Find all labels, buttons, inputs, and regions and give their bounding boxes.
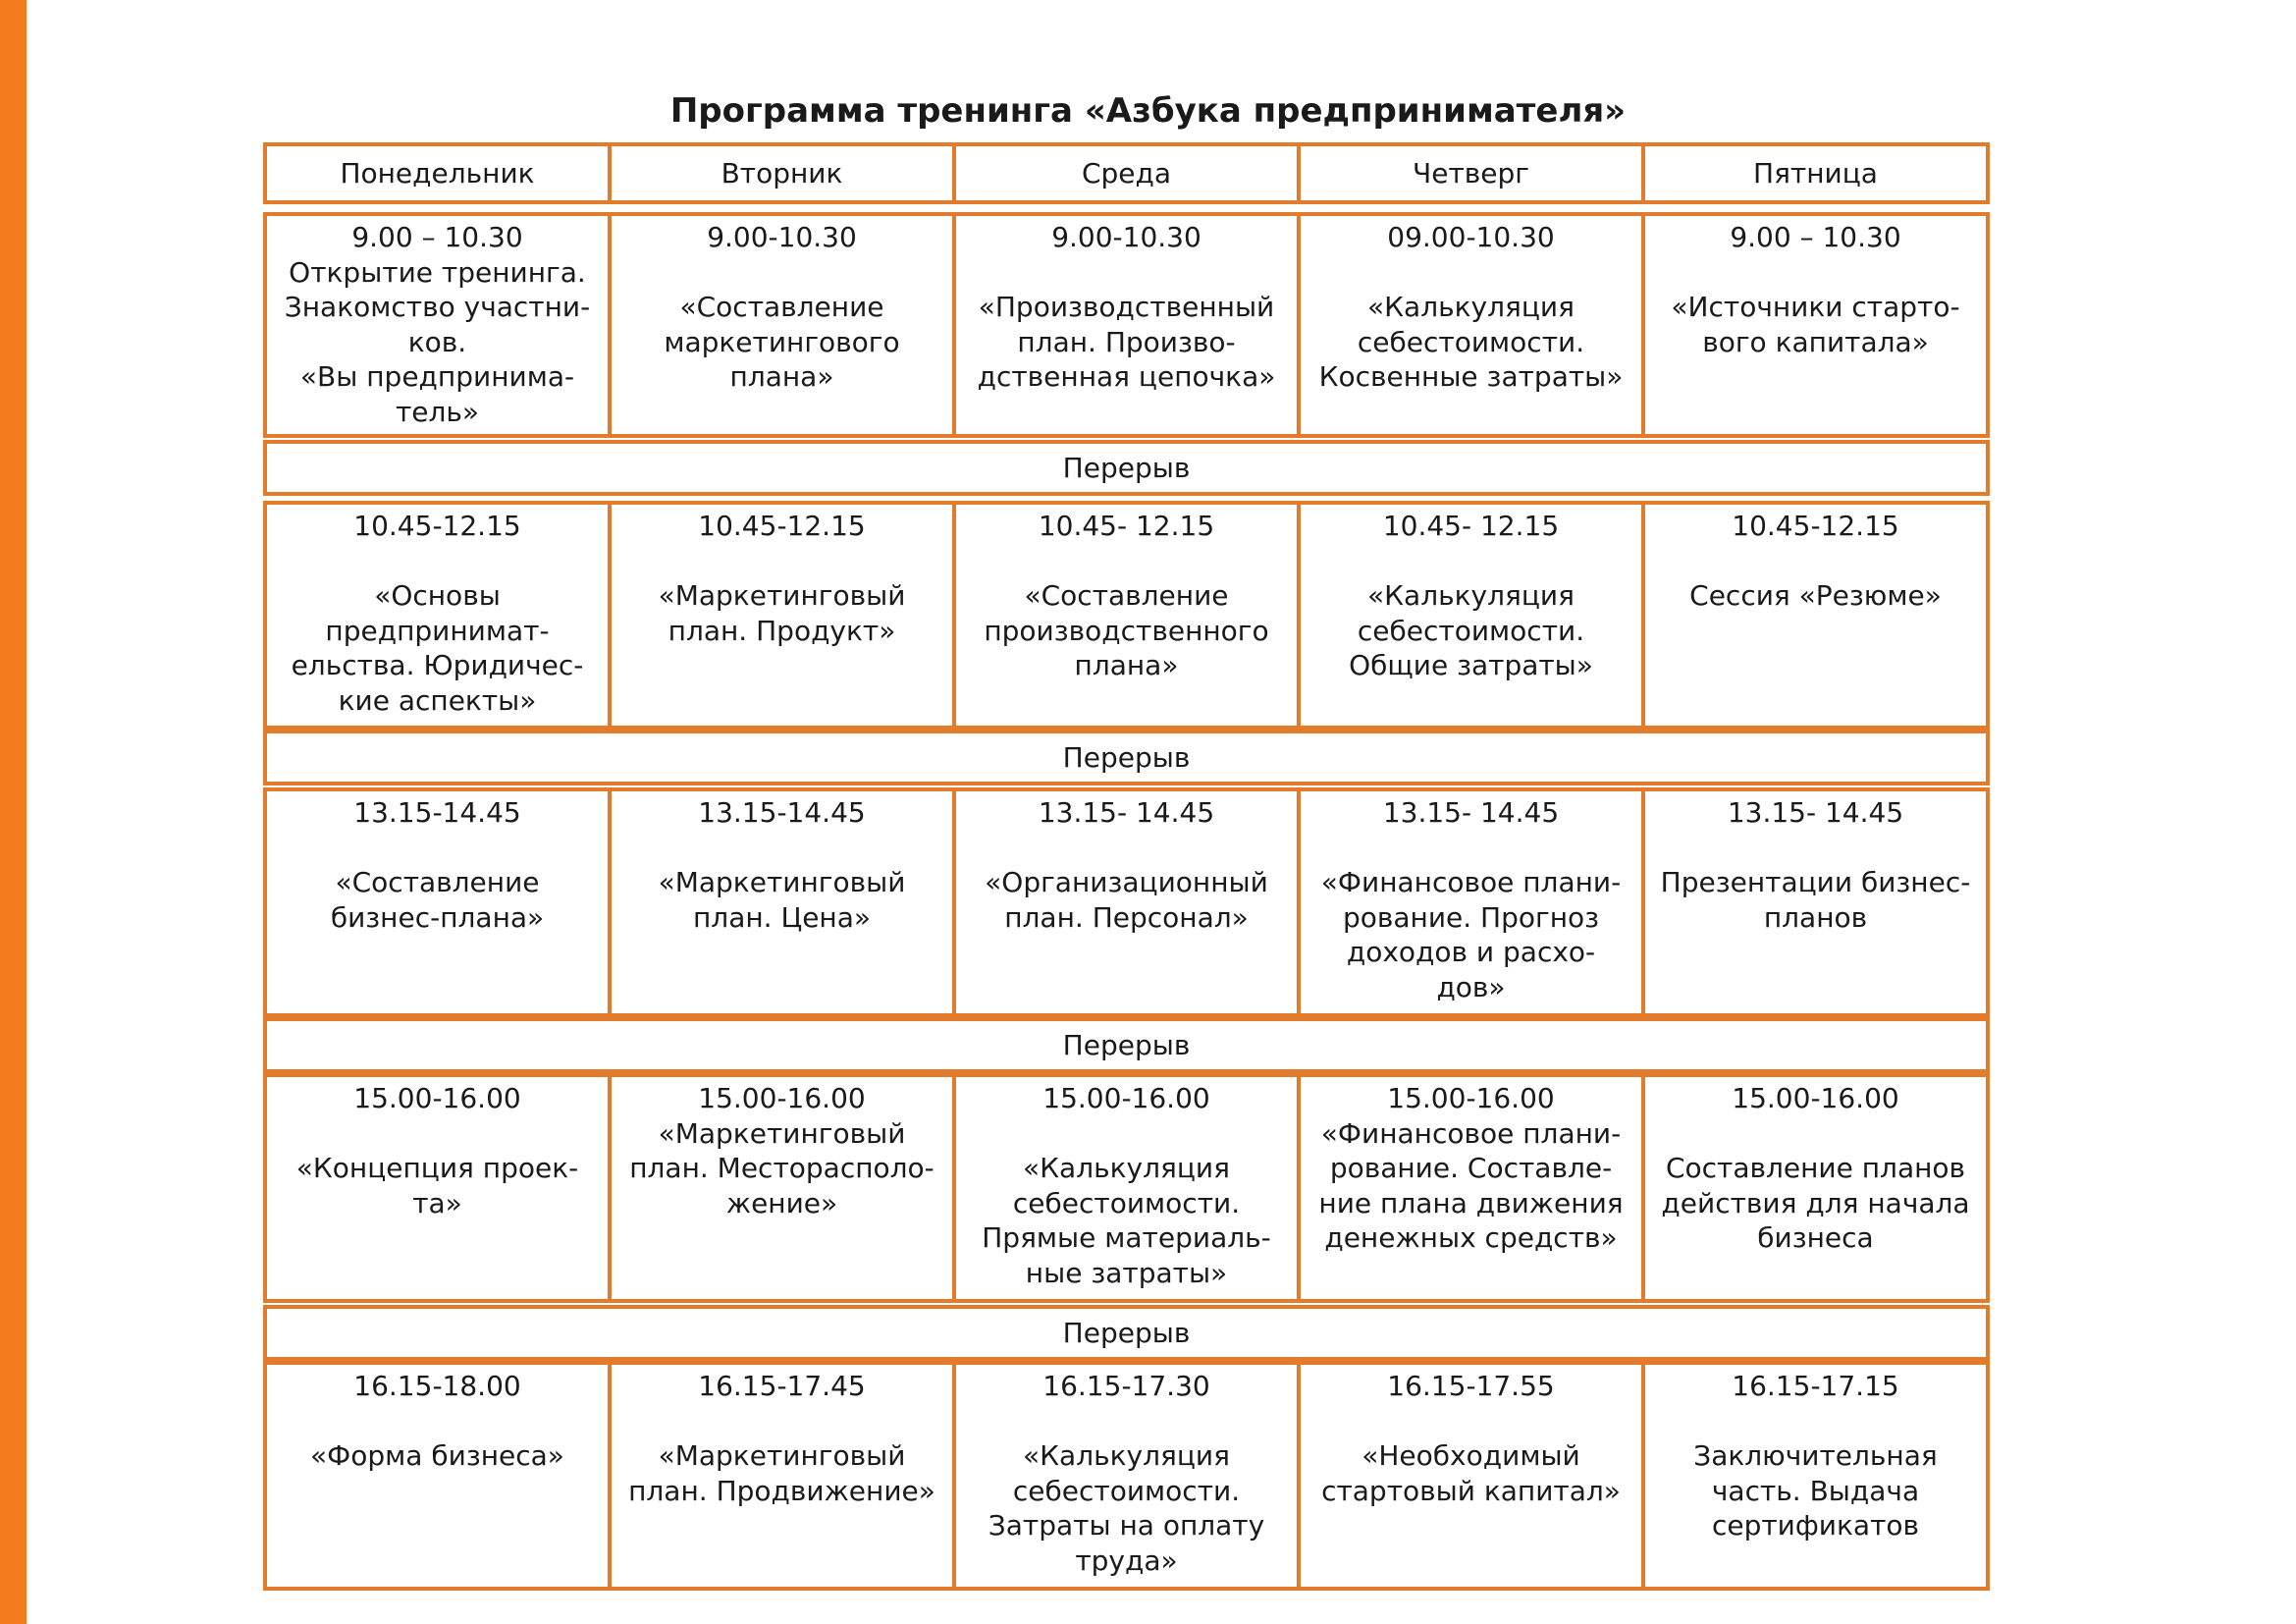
session-topic-line: Презентации бизнес- [1660, 866, 1971, 898]
session-topic-line: «Калькуляция [1367, 291, 1575, 323]
session-topic-line: «Вы предпринима- [299, 360, 575, 393]
session-time: 16.15-17.55 [1387, 1370, 1555, 1402]
session-topic-line: себестоимости. [1357, 325, 1585, 358]
session-cell [267, 1365, 612, 1587]
session-cell [267, 1077, 612, 1299]
session-time: 9.00 – 10.30 [351, 221, 523, 253]
session-row [263, 212, 1990, 438]
session-cell [1301, 791, 1645, 1013]
session-topic-line: «Организационный [985, 866, 1268, 898]
day-header-cell: Среда [956, 146, 1301, 200]
day-header-cell: Понедельник [267, 146, 612, 200]
session-time: 13.15- 14.45 [1382, 796, 1560, 829]
session-row [263, 1361, 1990, 1591]
session-topic-line: «Калькуляция [1023, 1152, 1230, 1184]
session-row [263, 501, 1990, 730]
session-topic-line: маркетингового [664, 325, 900, 358]
session-topic-line: часть. Выдача [1711, 1474, 1920, 1507]
session-cell [267, 216, 612, 434]
session-topic-line: действия для начала [1661, 1186, 1970, 1219]
session-topic-line: Затраты на оплату [988, 1509, 1265, 1542]
session-time: 15.00-16.00 [353, 1082, 521, 1114]
session-topic-line: Сессия «Резюме» [1689, 579, 1942, 612]
session-topic-line: производственного [984, 614, 1269, 647]
session-cell [956, 791, 1301, 1013]
session-time: 15.00-16.00 [1732, 1082, 1899, 1114]
session-topic-line: «Маркетинговый [658, 1116, 906, 1150]
session-cell [1645, 791, 1986, 1013]
day-header-cell: Пятница [1753, 156, 1878, 189]
session-topic-line: жение» [725, 1186, 838, 1219]
break-row: Перерыв [263, 1017, 1990, 1073]
session-topic-line: «Финансовое плани- [1320, 866, 1622, 898]
session-topic-line: «Необходимый [1362, 1439, 1580, 1472]
session-time: 16.15-18.00 [353, 1370, 521, 1402]
session-time: 10.45-12.15 [698, 510, 866, 542]
break-row: Перерыв [263, 440, 1990, 496]
session-topic-line: плана» [729, 360, 834, 393]
session-topic-line: Общие затраты» [1349, 649, 1593, 681]
session-topic-line: «Производственный [978, 291, 1275, 323]
session-cell [1645, 505, 1986, 726]
break-row: Перерыв [263, 730, 1990, 785]
session-topic-line: Открытие тренинга. [289, 255, 586, 289]
session-cell [612, 216, 956, 434]
session-topic-line: «Составление [679, 291, 884, 323]
session-topic-line: Прямые материаль- [982, 1221, 1271, 1254]
session-topic-line: «Маркетинговый [658, 866, 906, 898]
session-time: 9.00 – 10.30 [1730, 221, 1901, 253]
session-topic-line: Заключительная [1693, 1439, 1938, 1472]
session-time: 16.15-17.30 [1042, 1370, 1210, 1402]
session-topic-line: Знакомство участни- [284, 291, 591, 323]
session-time: 9.00-10.30 [1051, 221, 1201, 253]
session-topic-line: план. Персонал» [1004, 900, 1249, 934]
session-time: 13.15- 14.45 [1038, 796, 1215, 829]
session-topic-line: денежных средств» [1324, 1221, 1618, 1254]
session-topic-line: Косвенные затраты» [1318, 360, 1624, 393]
session-topic-line: дственная цепочка» [977, 360, 1276, 393]
session-row [263, 787, 1990, 1017]
page-title: Программа тренинга «Азбука предпринимателя» [669, 91, 1627, 131]
session-time: 9.00-10.30 [707, 221, 857, 253]
session-time: 13.15- 14.45 [1727, 796, 1904, 829]
session-topic-line: та» [412, 1186, 462, 1219]
session-topic-line: труда» [1075, 1543, 1178, 1577]
session-time: 10.45-12.15 [1732, 510, 1899, 542]
session-topic-line: «Основы [374, 579, 501, 612]
session-time: 10.45- 12.15 [1038, 510, 1215, 542]
session-topic-line: «Источники старто- [1671, 291, 1960, 323]
session-topic-line: план. Месторасполо- [629, 1152, 934, 1184]
session-topic-line: план. Цена» [692, 900, 872, 934]
session-topic-line: вого капитала» [1702, 325, 1929, 358]
session-topic-line: плана» [1074, 649, 1179, 681]
session-topic-line: «Маркетинговый [658, 1439, 906, 1472]
session-topic-line: рование. Составле- [1329, 1152, 1613, 1184]
session-topic-line: себестоимости. [1357, 614, 1585, 647]
session-cell [612, 791, 956, 1013]
session-cell [267, 505, 612, 726]
session-cell [612, 505, 956, 726]
session-topic-line: «Составление [335, 866, 540, 898]
session-time: 16.15-17.45 [698, 1370, 866, 1402]
session-cell [956, 505, 1301, 726]
session-topic-line: дов» [1436, 970, 1506, 1003]
session-topic-line: доходов и расхо- [1346, 936, 1596, 968]
session-topic-line: «Финансовое плани- [1320, 1116, 1622, 1150]
session-topic-line: «Калькуляция [1367, 579, 1575, 612]
session-topic-line: «Маркетинговый [658, 579, 906, 612]
left-accent-stripe [0, 0, 27, 1624]
session-cell [1645, 1077, 1986, 1299]
session-topic-line: план. Продукт» [667, 614, 896, 647]
session-time: 13.15-14.45 [353, 796, 521, 829]
session-topic-line: себестоимости. [1012, 1186, 1241, 1219]
session-topic-line: бизнес-плана» [330, 900, 545, 934]
session-topic-line: кие аспекты» [338, 683, 537, 717]
session-cell [1301, 216, 1645, 434]
session-time: 16.15-17.15 [1732, 1370, 1899, 1402]
session-cell [1645, 216, 1986, 434]
session-topic-line: Составление планов [1665, 1152, 1966, 1184]
day-header-cell: Вторник [612, 146, 956, 200]
session-cell [267, 791, 612, 1013]
session-cell [1301, 1365, 1645, 1587]
session-time: 10.45-12.15 [353, 510, 521, 542]
session-cell [1301, 505, 1645, 726]
session-topic-line: тель» [395, 395, 480, 428]
session-topic-line: план. Произво- [1017, 325, 1236, 358]
session-cell [612, 1365, 956, 1587]
session-cell [612, 1077, 956, 1299]
session-time: 15.00-16.00 [1042, 1082, 1210, 1114]
session-cell [956, 216, 1301, 434]
session-time: 10.45- 12.15 [1382, 510, 1560, 542]
session-topic-line: ние плана движения [1318, 1186, 1624, 1219]
session-topic-line: план. Продвижение» [628, 1474, 935, 1507]
session-row [263, 1073, 1990, 1303]
session-time: 15.00-16.00 [1387, 1082, 1555, 1114]
day-header-row [263, 142, 1990, 204]
session-cell [1645, 1365, 1986, 1587]
session-topic-line: бизнеса [1757, 1221, 1874, 1254]
day-header-cell: Четверг [1301, 146, 1645, 200]
session-topic-line: стартовый капитал» [1321, 1474, 1621, 1507]
break-row: Перерыв [263, 1305, 1990, 1361]
session-cell [1301, 1077, 1645, 1299]
session-topic-line: «Форма бизнеса» [310, 1439, 564, 1472]
session-time: 13.15-14.45 [698, 796, 866, 829]
session-cell [956, 1077, 1301, 1299]
session-cell [956, 1365, 1301, 1587]
session-topic-line: сертификатов [1711, 1509, 1920, 1542]
session-topic-line: «Концепция проек- [295, 1152, 579, 1184]
session-time: 15.00-16.00 [698, 1082, 866, 1114]
session-topic-line: «Составление [1024, 579, 1229, 612]
session-topic-line: ельства. Юридичес- [291, 649, 584, 681]
session-topic-line: ков. [407, 325, 467, 358]
session-time: 09.00-10.30 [1387, 221, 1555, 253]
session-topic-line: рование. Прогноз [1342, 900, 1600, 934]
session-topic-line: «Калькуляция [1023, 1439, 1230, 1472]
session-topic-line: предпринимат- [325, 614, 550, 647]
session-topic-line: планов [1763, 900, 1868, 934]
session-topic-line: ные затраты» [1025, 1256, 1228, 1289]
session-topic-line: себестоимости. [1012, 1474, 1241, 1507]
